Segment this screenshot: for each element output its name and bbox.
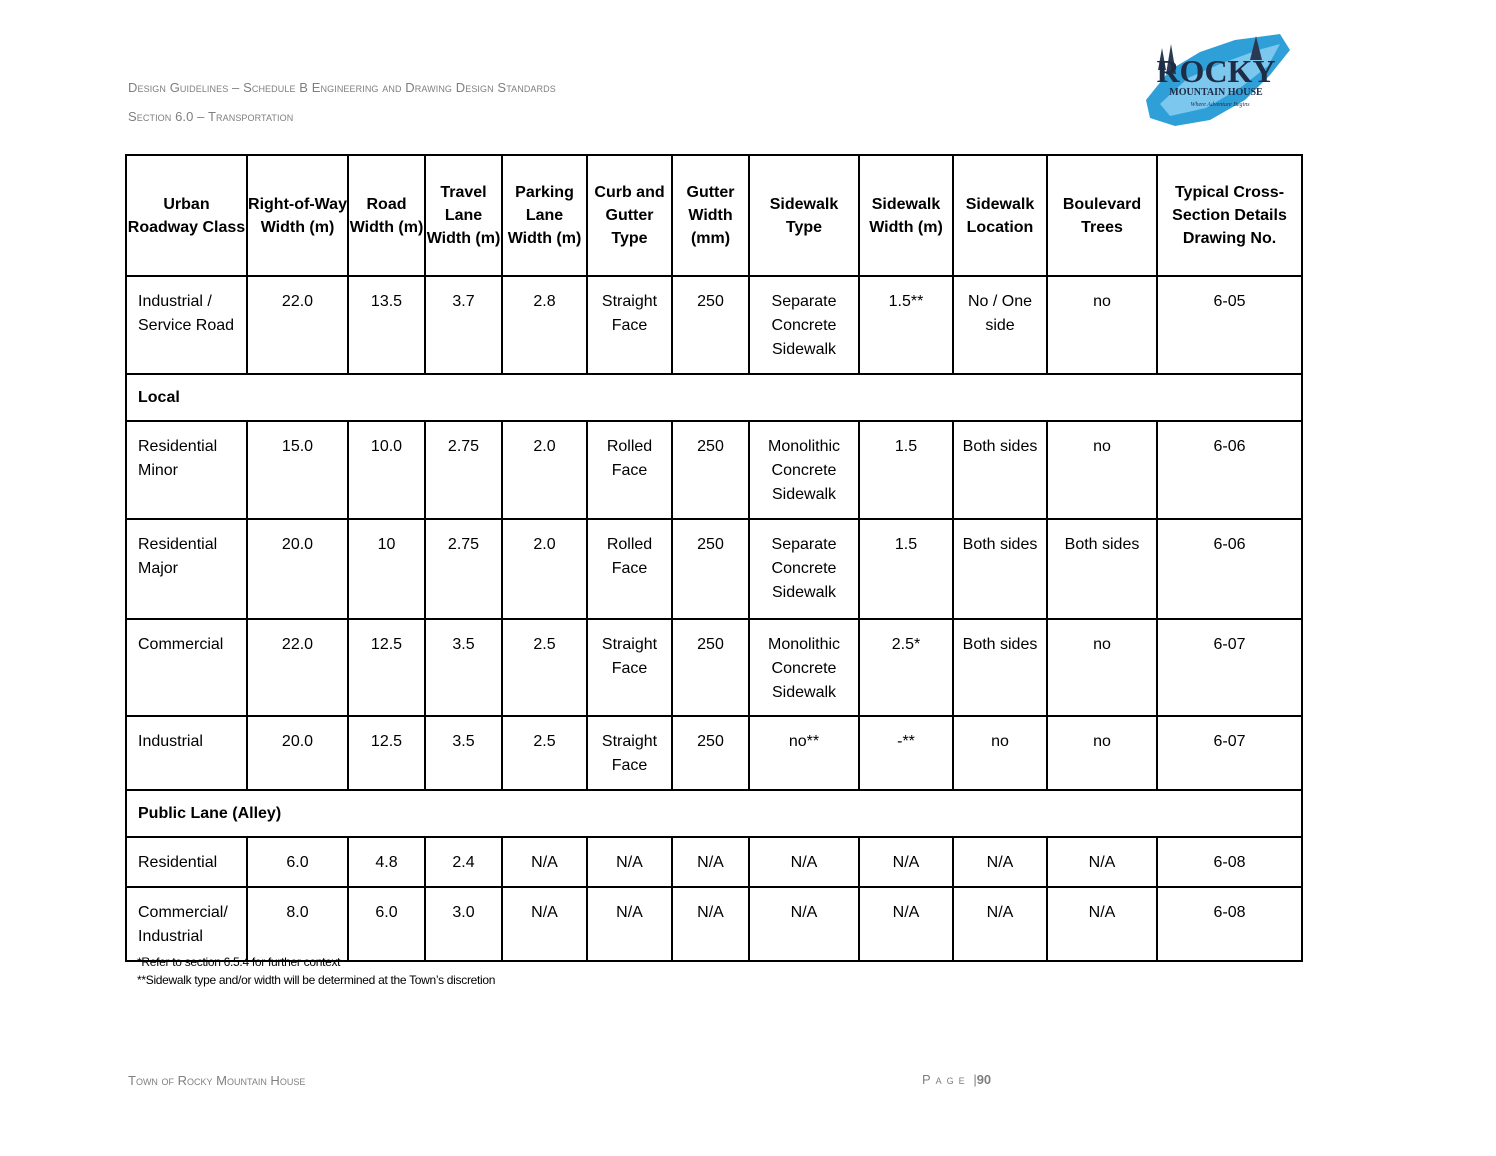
column-header: Boulevard Trees [1047, 155, 1157, 276]
table-cell: 15.0 [247, 421, 348, 519]
table-cell: 2.4 [425, 837, 502, 887]
table-row [126, 619, 1302, 716]
table-cell: No / One side [953, 276, 1047, 374]
table-cell: Rolled Face [587, 421, 672, 519]
table-cell: Straight Face [587, 716, 672, 790]
footnote: **Sidewalk type and/or width will be determined at the Town’s discretion [137, 973, 496, 987]
table-cell: 10.0 [348, 421, 425, 519]
table-cell: 6-07 [1157, 716, 1302, 790]
table-cell: Residential [126, 837, 247, 887]
section-row-alley [126, 790, 1302, 837]
logo-tagline: Where Adventure Begins [1190, 102, 1250, 108]
table-row [126, 837, 1302, 887]
table-cell: 2.75 [425, 421, 502, 519]
table-cell: 2.5 [502, 716, 587, 790]
table-cell: no [1047, 421, 1157, 519]
table-row [126, 716, 1302, 790]
column-header: Road Width (m) [348, 155, 425, 276]
table-cell: 250 [672, 276, 749, 374]
table-cell: 20.0 [247, 519, 348, 619]
table-cell: 6.0 [348, 887, 425, 961]
footer-town-name: Town of Rocky Mountain House [128, 1073, 306, 1088]
table-cell: Both sides [953, 619, 1047, 716]
table-cell: N/A [502, 887, 587, 961]
table-cell: N/A [1047, 837, 1157, 887]
table-cell: 1.5 [859, 519, 953, 619]
column-header: Gutter Width (mm) [672, 155, 749, 276]
table-cell: 250 [672, 421, 749, 519]
table-cell: Commercial [126, 619, 247, 716]
table-cell: Residential Minor [126, 421, 247, 519]
table-cell: Both sides [1047, 519, 1157, 619]
table-cell: Commercial/ Industrial [126, 887, 247, 961]
table-cell: N/A [859, 887, 953, 961]
table-cell: 6-05 [1157, 276, 1302, 374]
table-cell: no [1047, 619, 1157, 716]
table-cell: 250 [672, 519, 749, 619]
table-cell: N/A [953, 837, 1047, 887]
table-cell: 2.75 [425, 519, 502, 619]
table-cell: no** [749, 716, 859, 790]
table-cell: 3.7 [425, 276, 502, 374]
table-cell: N/A [587, 887, 672, 961]
table-cell: 2.5* [859, 619, 953, 716]
table-cell: Industrial [126, 716, 247, 790]
table-header-row [126, 155, 1302, 276]
column-header: Typical Cross-Section Details Drawing No. [1157, 155, 1302, 276]
table-cell: Straight Face [587, 276, 672, 374]
column-header: Right-of-Way Width (m) [247, 155, 348, 276]
table-cell: Monolithic Concrete Sidewalk [749, 619, 859, 716]
table-cell: 2.8 [502, 276, 587, 374]
table-cell: Both sides [953, 421, 1047, 519]
table-cell: 1.5** [859, 276, 953, 374]
logo-text-sub: MOUNTAIN HOUSE [1169, 87, 1263, 98]
page-label: Page [922, 1072, 970, 1087]
table-cell: N/A [749, 837, 859, 887]
table-cell: no [1047, 716, 1157, 790]
table-cell: N/A [953, 887, 1047, 961]
table-cell: 22.0 [247, 276, 348, 374]
table-cell: Monolithic Concrete Sidewalk [749, 421, 859, 519]
table-cell: 3.5 [425, 619, 502, 716]
column-header: Curb and Gutter Type [587, 155, 672, 276]
table-cell: 8.0 [247, 887, 348, 961]
column-header: Sidewalk Width (m) [859, 155, 953, 276]
rocky-mountain-house-logo [1140, 30, 1292, 128]
table-cell: 10 [348, 519, 425, 619]
page-number [922, 1072, 991, 1087]
table-cell: Residential Major [126, 519, 247, 619]
table-cell: N/A [859, 837, 953, 887]
table-cell: 2.0 [502, 421, 587, 519]
table-cell: N/A [587, 837, 672, 887]
table-cell: N/A [672, 837, 749, 887]
table-cell: 13.5 [348, 276, 425, 374]
table-row [126, 276, 1302, 374]
page-separator: | [973, 1072, 977, 1087]
column-header: Urban Roadway Class [126, 155, 247, 276]
table-cell: Straight Face [587, 619, 672, 716]
footnote: *Refer to section 6.5.4 for further context [137, 955, 341, 969]
table-cell: Rolled Face [587, 519, 672, 619]
table-cell: 1.5 [859, 421, 953, 519]
table-cell: 6-06 [1157, 421, 1302, 519]
column-header: Sidewalk Location [953, 155, 1047, 276]
table-cell: 12.5 [348, 619, 425, 716]
table-cell: 4.8 [348, 837, 425, 887]
table-cell: 2.5 [502, 619, 587, 716]
table-row [126, 519, 1302, 619]
table-cell: 250 [672, 716, 749, 790]
table-cell: no [1047, 276, 1157, 374]
section-heading: Local [126, 374, 1302, 421]
table-cell: N/A [502, 837, 587, 887]
roadway-standards-table [125, 154, 1303, 962]
table-cell: Industrial / Service Road [126, 276, 247, 374]
table-cell: 3.0 [425, 887, 502, 961]
table-cell: 250 [672, 619, 749, 716]
table-cell: -** [859, 716, 953, 790]
table-cell: 3.5 [425, 716, 502, 790]
table-cell: 20.0 [247, 716, 348, 790]
table-cell: Separate Concrete Sidewalk [749, 276, 859, 374]
table-cell: no [953, 716, 1047, 790]
table-cell: Both sides [953, 519, 1047, 619]
table-cell: 6-08 [1157, 887, 1302, 961]
column-header: Travel Lane Width (m) [425, 155, 502, 276]
table-cell: N/A [749, 887, 859, 961]
document-header-title: Design Guidelines – Schedule B Engineering and Drawing Design Standards [128, 80, 556, 95]
table-cell: 22.0 [247, 619, 348, 716]
document-section-title: Section 6.0 – Transportation [128, 109, 294, 124]
table-cell: 12.5 [348, 716, 425, 790]
table-cell: N/A [1047, 887, 1157, 961]
table-cell: 6.0 [247, 837, 348, 887]
section-row-local [126, 374, 1302, 421]
table-cell: N/A [672, 887, 749, 961]
page-number-value: 90 [976, 1072, 992, 1087]
table-cell: 6-08 [1157, 837, 1302, 887]
table-row [126, 421, 1302, 519]
table-cell: 6-07 [1157, 619, 1302, 716]
table-cell: 6-06 [1157, 519, 1302, 619]
logo-text-main: ROCKY [1156, 53, 1276, 89]
section-heading: Public Lane (Alley) [126, 790, 1302, 837]
table-cell: 2.0 [502, 519, 587, 619]
table-row [126, 887, 1302, 961]
column-header: Parking Lane Width (m) [502, 155, 587, 276]
column-header: Sidewalk Type [749, 155, 859, 276]
table-cell: Separate Concrete Sidewalk [749, 519, 859, 619]
